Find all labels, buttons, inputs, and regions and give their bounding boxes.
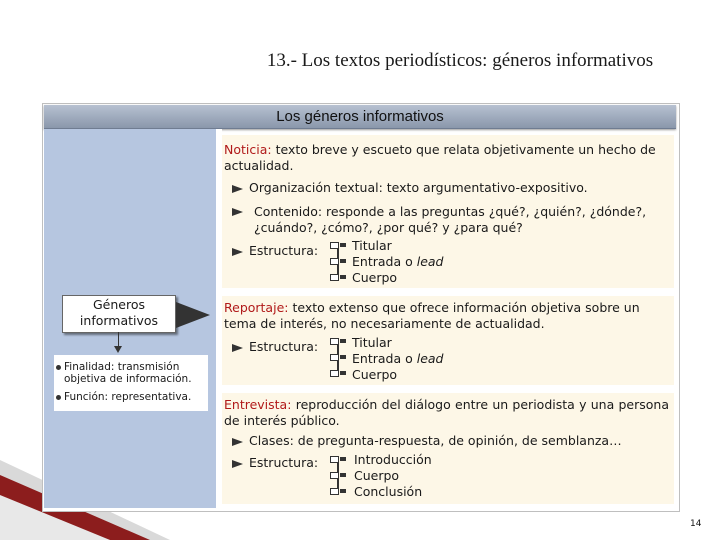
slide-title: 13.- Los textos periodísticos: géneros informativos [266,50,654,71]
finalidad-funcion-box [54,355,208,411]
pointer-arrow-icon [232,344,243,352]
entrevista-definition: Entrevista: reproducción del diálogo entre un periodista y una persona de interés público. [224,397,669,428]
entrevista-estructura-label: Estructura: [232,455,318,471]
noticia-organizacion: Organización textual: texto argumentativo-expositivo. [232,180,588,196]
bullet-icon [56,365,61,370]
entrevista-estructura-list: Introducción Cuerpo Conclusión [354,452,432,499]
down-arrow-icon [114,346,122,353]
reportaje-estructura-label: Estructura: [232,339,318,355]
reportaje-term: Reportaje: [224,300,289,315]
bullet-icon [56,395,61,400]
pointer-arrow-icon [232,248,243,256]
generos-informativos-box [62,295,176,333]
noticia-definition: Noticia: texto breve y escueto que relata objetivamente un hecho de actualidad. [224,142,656,173]
page-number: 14 [690,519,702,529]
noticia-contenido: Contenido: responde a las preguntas ¿qué?, ¿quién?, ¿dónde?, ¿cuándo?, ¿cómo?, ¿por qué? y ¿para qué? [232,204,672,236]
entrevista-term: Entrevista: [224,397,292,412]
right-arrow-icon [176,302,210,328]
noticia-estructura-list: Titular Entrada o lead Cuerpo [352,238,444,285]
pointer-arrow-icon [232,460,243,468]
estructura-bracket-icon [330,456,350,496]
bullet-item-finalidad: Finalidad: transmisión objetiva de información. [54,355,208,385]
estructura-bracket-icon [330,338,350,378]
bullet-item-funcion: Función: representativa. [54,385,208,403]
generos-box-label: Géneros informativos [79,297,159,328]
noticia-estructura-label: Estructura: [232,243,318,259]
reportaje-definition: Reportaje: texto extenso que ofrece información objetiva sobre un tema de interés, no necesariamente de actualidad. [224,300,640,331]
noticia-term: Noticia: [224,142,272,157]
reportaje-estructura-list: Titular Entrada o lead Cuerpo [352,335,444,382]
pointer-arrow-icon [232,185,243,193]
entrevista-clases: Clases: de pregunta-respuesta, de opinión, de semblanza… [232,433,622,449]
estructura-bracket-icon [330,242,350,282]
header-title: Los géneros informativos [276,108,444,125]
pointer-arrow-icon [232,208,243,216]
pointer-arrow-icon [232,438,243,446]
